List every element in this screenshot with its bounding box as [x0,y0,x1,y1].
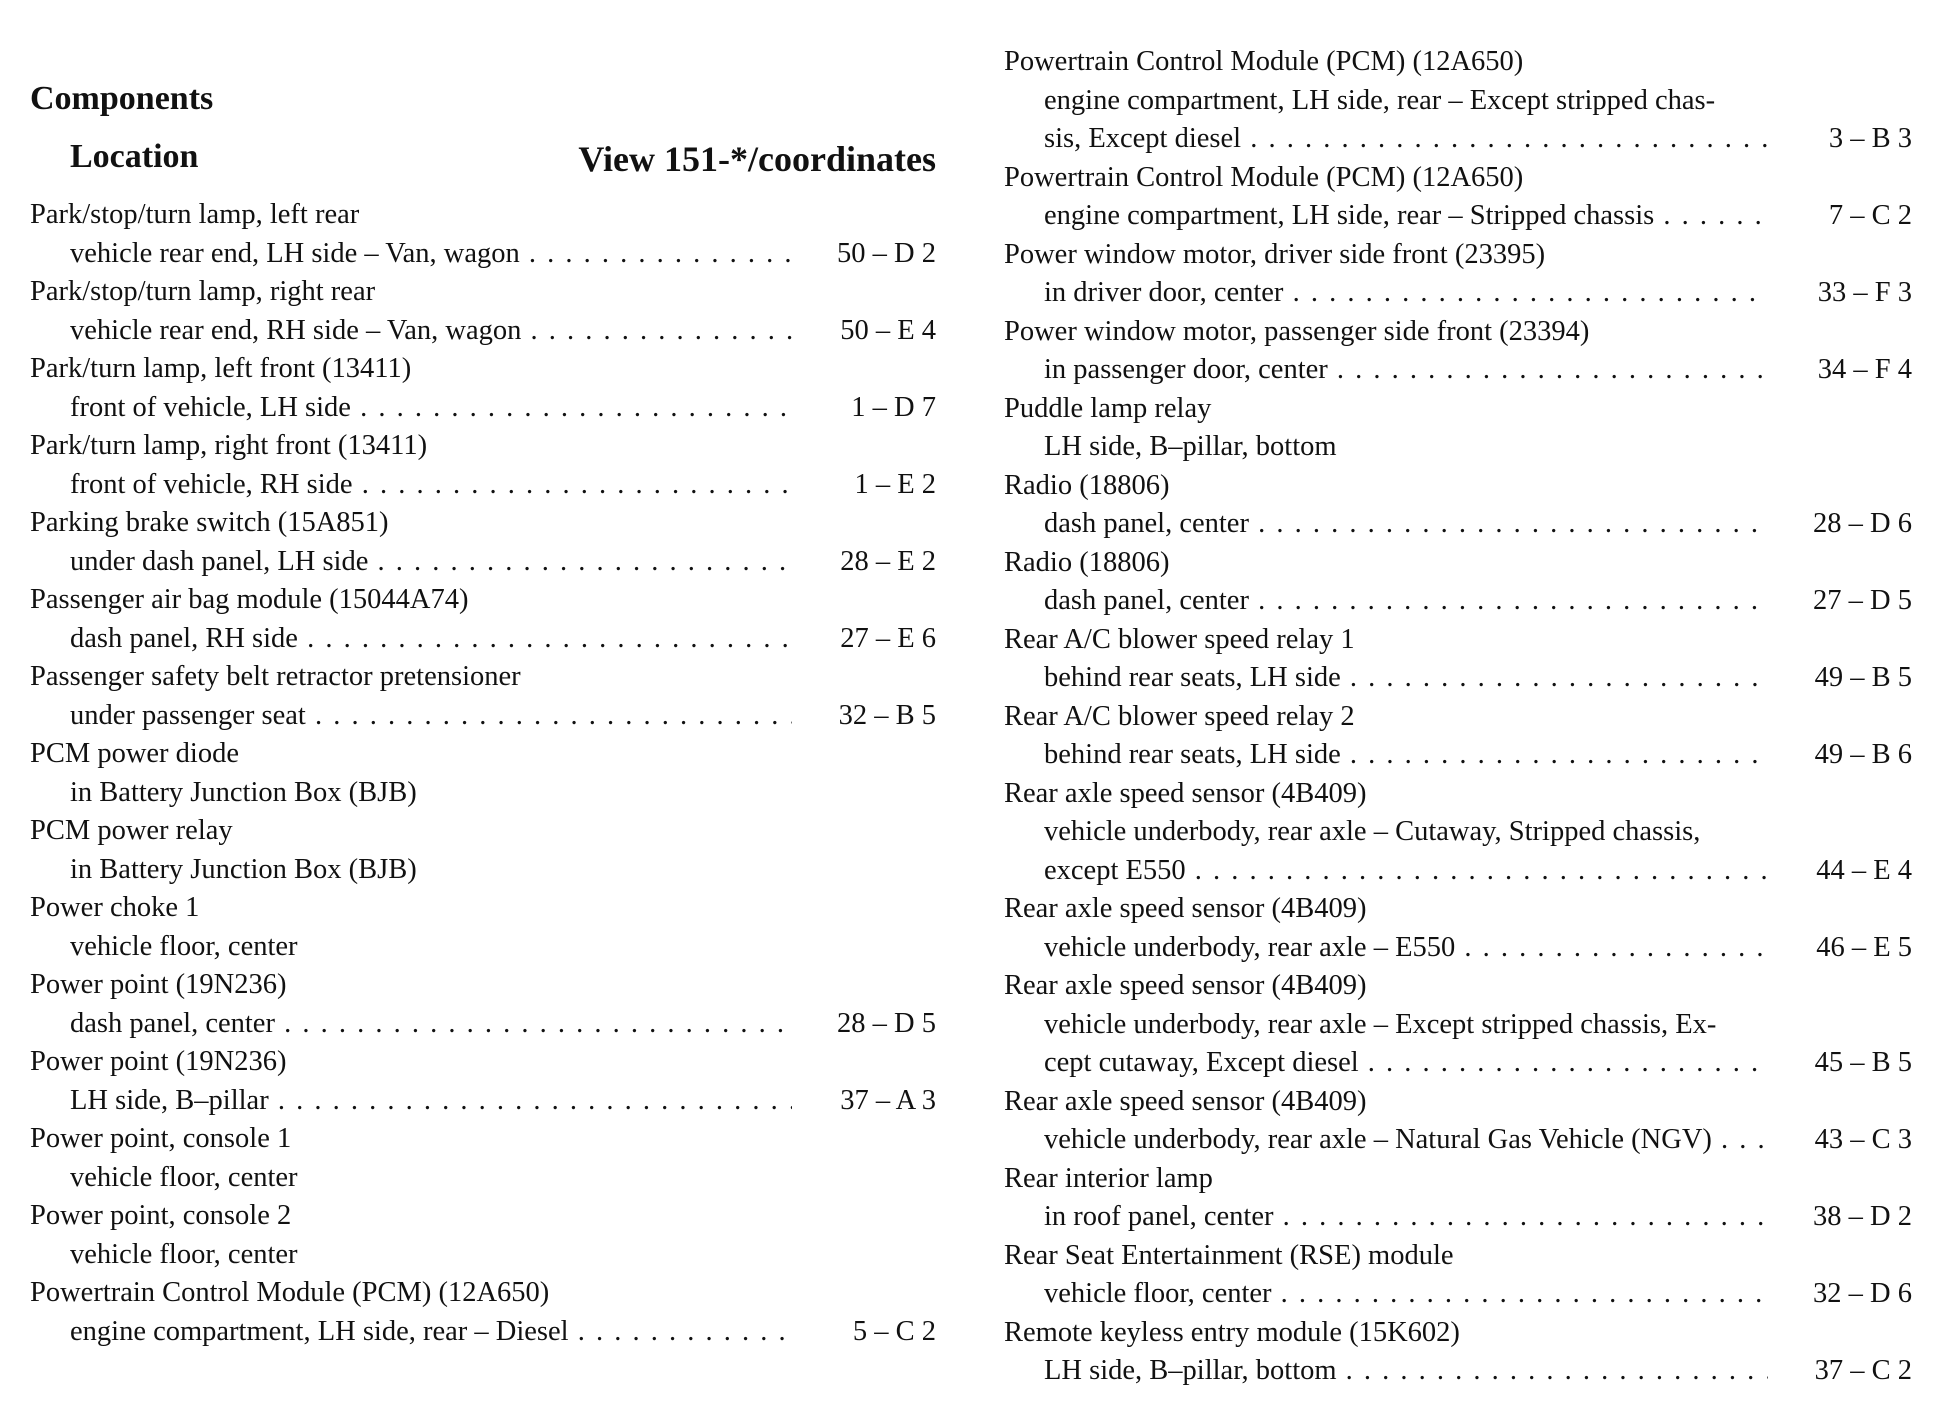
component-name: Park/turn lamp, right front (13411) [30,430,428,461]
location-line [1004,659,1912,698]
view-coordinates: 28 – D 5 [837,1007,936,1039]
location-text: dash panel, RH side . . . [70,620,792,659]
component-entry [30,658,936,735]
component-name: Powertrain Control Module (PCM) (12A650) [1004,161,1524,193]
location-line [30,1313,936,1352]
component-name: PCM power diode [30,738,239,769]
component-name: Rear Seat Entertainment (RSE) module [1004,1239,1454,1271]
component-entry [1004,467,1912,544]
location-text: vehicle underbody, rear axle – Cutaway, Stripped chassis, [1044,816,1701,847]
component-entry [1004,775,1912,891]
view-coordinates: 49 – B 5 [1814,662,1912,693]
component-name: Passenger safety belt retractor pretensioner [30,661,521,692]
location-column-header: Location [70,138,199,175]
view-coordinates: 46 – E 5 [1816,931,1912,963]
component-entry [30,966,936,1043]
component-entry [1004,390,1912,467]
view-coordinates: 33 – F 3 [1817,277,1912,308]
location-text: in driver door, center . . . [1044,274,1768,313]
component-name: Rear axle speed sensor (4B409) [1004,777,1367,809]
component-entry [1004,159,1912,236]
component-entry [30,1274,936,1351]
location-text: vehicle underbody, rear axle – Natural Gas Vehicle (NGV) . . . [1044,1121,1768,1160]
location-line [1004,82,1912,121]
component-entry [1004,621,1912,698]
location-line [30,312,936,351]
component-name: Powertrain Control Module (PCM) (12A650) [1004,46,1524,77]
component-entry [30,273,936,350]
location-text: vehicle floor, center . . . [1044,1275,1768,1314]
location-text: vehicle floor, center [70,1238,298,1270]
view-coordinates: 44 – E 4 [1816,854,1912,886]
location-text: except E550 . . . [1044,852,1768,891]
component-name: Rear A/C blower speed relay 1 [1004,623,1355,655]
view-coordinates: 49 – B 6 [1814,739,1912,770]
view-coordinates: 37 – A 3 [840,1084,936,1116]
location-text: vehicle underbody, rear axle – Except stripped chassis, Ex- [1044,1008,1717,1040]
component-name: Powertrain Control Module (PCM) (12A650) [30,1277,550,1308]
component-entry [30,427,936,504]
location-line [30,774,936,813]
location-line [30,1082,936,1121]
component-entry [30,504,936,581]
location-line [1004,736,1912,775]
location-text: vehicle underbody, rear axle – E550 . . . [1044,929,1768,968]
location-line [30,466,936,505]
location-text: vehicle rear end, RH side – Van, wagon . . . [70,312,792,351]
location-text: behind rear seats, LH side . . . [1044,659,1768,698]
view-coordinates: 32 – D 6 [1813,1278,1912,1309]
view-coordinates: 37 – C 2 [1814,1355,1912,1386]
location-line [30,851,936,890]
location-line [1004,1044,1912,1083]
view-coordinates: 1 – E 2 [854,468,936,500]
component-entry [1004,1160,1912,1237]
component-name: Park/stop/turn lamp, left rear [30,199,360,230]
left-entry-list [30,196,936,1351]
component-name: Parking brake switch (15A851) [30,507,389,538]
component-entry [30,889,936,966]
view-coordinates: 50 – D 2 [837,237,936,269]
location-line [30,543,936,582]
location-text: in passenger door, center . . . [1044,351,1768,390]
location-line [1004,1121,1912,1160]
view-coordinates: 3 – B 3 [1828,123,1912,154]
view-coordinates: 32 – B 5 [838,699,936,731]
location-text: engine compartment, LH side, rear – Stripped chassis . . . [1044,197,1768,236]
page-title: Components [30,80,214,117]
location-text: vehicle floor, center [70,1161,298,1193]
location-line [1004,929,1912,968]
component-name: Park/stop/turn lamp, right rear [30,276,376,307]
location-line [1004,120,1912,159]
component-entry [30,196,936,273]
location-text: vehicle rear end, LH side – Van, wagon . . . [70,235,792,274]
component-entry [1004,313,1912,390]
location-line [1004,852,1912,891]
component-name: Power window motor, passenger side front (23394) [1004,315,1590,347]
component-name: Power point, console 1 [30,1123,292,1154]
location-line [1004,428,1912,467]
component-entry [1004,967,1912,1083]
component-entry [1004,544,1912,621]
location-text: in roof panel, center . . . [1044,1198,1768,1237]
location-text: dash panel, center . . . [1044,505,1768,544]
component-name: Power point (19N236) [30,1046,287,1077]
location-line [30,620,936,659]
view-coordinates: 28 – E 2 [840,545,936,577]
location-text: engine compartment, LH side, rear – Diesel . . . [70,1313,792,1352]
location-text: cept cutaway, Except diesel . . . [1044,1044,1768,1083]
location-text: front of vehicle, RH side . . . [70,466,792,505]
view-coordinates: 45 – B 5 [1814,1047,1912,1078]
location-text: behind rear seats, LH side . . . [1044,736,1768,775]
component-entry [1004,1314,1912,1391]
location-text: under passenger seat . . . [70,697,792,736]
component-name: Puddle lamp relay [1004,392,1212,424]
component-entry [1004,1237,1912,1314]
location-line [1004,1275,1912,1314]
location-text: vehicle floor, center [70,930,298,962]
location-text: sis, Except diesel . . . [1044,120,1768,159]
coordinates-column-header: View 151-*/coordinates [578,139,936,179]
component-name: Rear interior lamp [1004,1162,1213,1194]
location-text: in Battery Junction Box (BJB) [70,776,417,808]
component-name: Power window motor, driver side front (23395) [1004,238,1546,270]
location-line [1004,813,1912,852]
location-text: dash panel, center . . . [70,1005,792,1044]
location-line [30,389,936,428]
location-text: front of vehicle, LH side . . . [70,389,792,428]
right-entry-list [1004,43,1912,1391]
location-line [1004,505,1912,544]
component-name: Power point (19N236) [30,969,287,1000]
location-line [30,1159,936,1198]
location-text: under dash panel, LH side . . . [70,543,792,582]
component-entry [1004,1083,1912,1160]
location-line [1004,197,1912,236]
location-line [1004,274,1912,313]
component-entry [30,1120,936,1197]
component-name: Park/turn lamp, left front (13411) [30,353,412,384]
location-line [30,1236,936,1275]
component-entry [30,350,936,427]
view-coordinates: 43 – C 3 [1814,1124,1912,1155]
component-entry [30,581,936,658]
component-name: Radio (18806) [1004,546,1170,578]
component-name: Power choke 1 [30,892,200,923]
view-coordinates: 5 – C 2 [852,1315,936,1347]
view-coordinates: 38 – D 2 [1813,1201,1912,1232]
view-coordinates: 28 – D 6 [1813,508,1912,539]
component-name: Power point, console 2 [30,1200,292,1231]
location-text: in Battery Junction Box (BJB) [70,853,417,885]
component-entry [30,735,936,812]
component-entry [1004,236,1912,313]
component-name: PCM power relay [30,815,233,846]
component-entry [30,1043,936,1120]
component-name: Rear axle speed sensor (4B409) [1004,893,1367,924]
component-name: Rear axle speed sensor (4B409) [1004,1085,1367,1117]
location-text: LH side, B–pillar . . . [70,1082,792,1121]
component-name: Rear axle speed sensor (4B409) [1004,970,1367,1001]
location-line [1004,1198,1912,1237]
location-line [30,928,936,967]
view-coordinates: 1 – D 7 [851,391,936,423]
component-entry [1004,43,1912,159]
location-line [30,235,936,274]
view-coordinates: 7 – C 2 [1828,200,1912,231]
component-entry [1004,698,1912,775]
component-entry [30,812,936,889]
view-coordinates: 27 – D 5 [1813,585,1912,616]
view-coordinates: 34 – F 4 [1817,354,1912,385]
location-text: engine compartment, LH side, rear – Except stripped chas- [1044,84,1716,116]
location-text: dash panel, center . . . [1044,582,1768,621]
component-name: Remote keyless entry module (15K602) [1004,1316,1460,1348]
location-text: LH side, B–pillar, bottom [1044,431,1337,462]
location-line [30,1005,936,1044]
component-name: Radio (18806) [1004,469,1170,501]
component-name: Passenger air bag module (15044A74) [30,584,469,615]
view-coordinates: 50 – E 4 [840,314,936,346]
component-name: Rear A/C blower speed relay 2 [1004,700,1355,732]
component-entry [1004,890,1912,967]
component-entry [30,1197,936,1274]
location-line [1004,351,1912,390]
location-line [1004,1352,1912,1391]
location-text: LH side, B–pillar, bottom . . . [1044,1352,1768,1391]
location-line [30,697,936,736]
view-coordinates: 27 – E 6 [840,622,936,654]
location-line [1004,1006,1912,1045]
location-line [1004,582,1912,621]
